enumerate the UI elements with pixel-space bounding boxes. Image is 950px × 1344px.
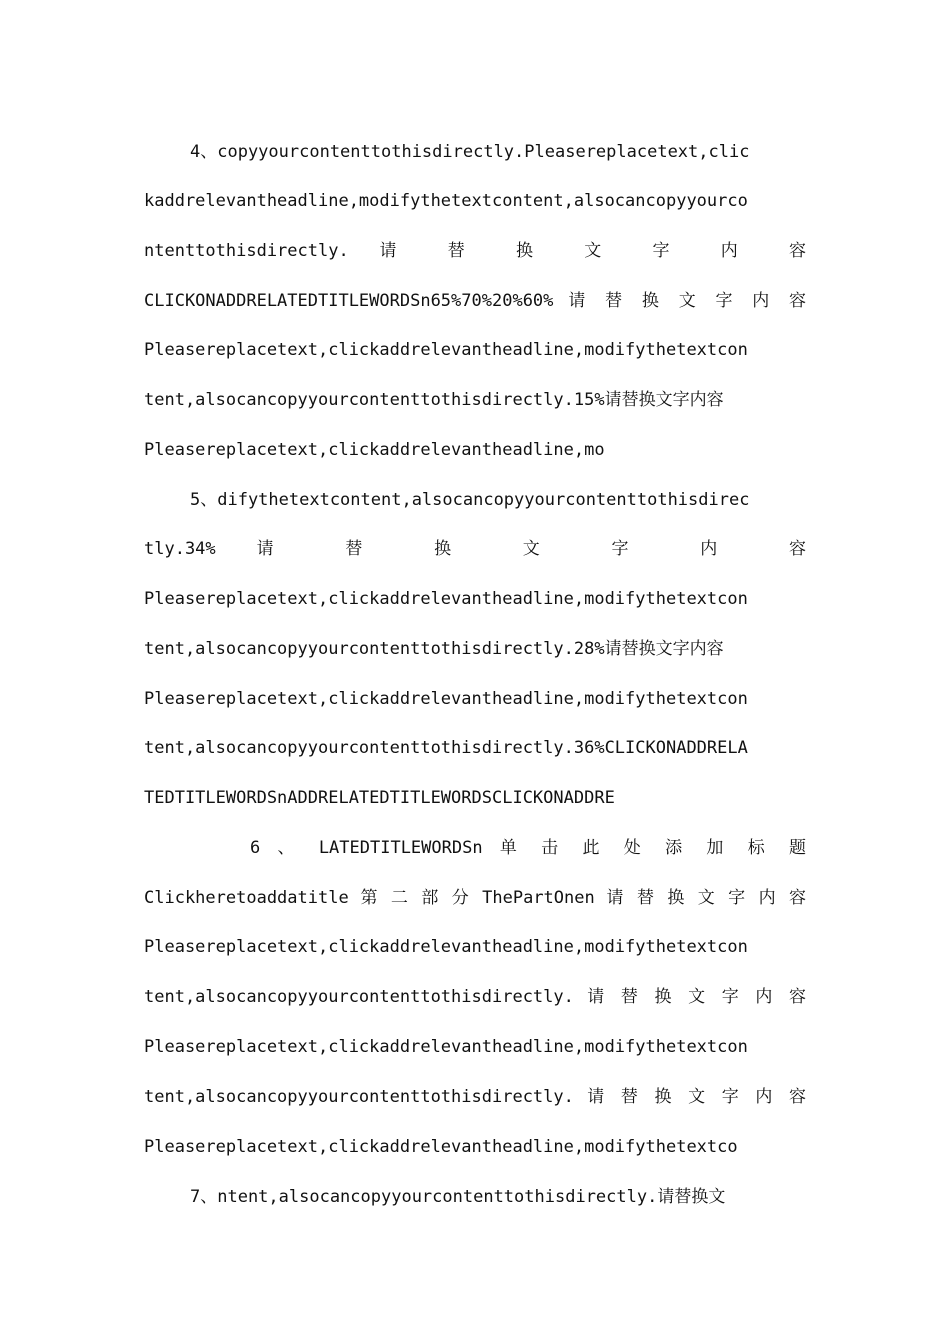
text-line: tent,alsocancopyyourcontenttothisdirectly.28%请替换文字内容 bbox=[144, 639, 724, 659]
text-line: TEDTITLEWORDSnADDRELATEDTITLEWORDSCLICKONADDRE bbox=[144, 788, 615, 808]
text-line: tent,alsocancopyyourcontenttothisdirectly.36%CLICKONADDRELA bbox=[144, 738, 748, 758]
text-line: Pleasereplacetext,clickaddrelevantheadline,modifythetextco bbox=[144, 1137, 738, 1157]
paragraph-5-line: 5、difythetextcontent,alsocancopyyourcontenttothisdirec bbox=[190, 490, 750, 510]
text-line: Clickheretoaddatitle 第 二 部 分 ThePartOnen 请 替 换 文 字 内 容 bbox=[144, 888, 806, 908]
text-line: Pleasereplacetext,clickaddrelevantheadline,mo bbox=[144, 440, 605, 460]
text-line: CLICKONADDRELATEDTITLEWORDSn65%70%20%60% 请 替 换 文 字 内 容 bbox=[144, 291, 806, 311]
paragraph-4-line: 4、copyyourcontenttothisdirectly.Pleasereplacetext,clic bbox=[190, 142, 750, 162]
text-line: Pleasereplacetext,clickaddrelevantheadline,modifythetextcon bbox=[144, 937, 748, 957]
text-line: tent,alsocancopyyourcontenttothisdirectly. 请 替 换 文 字 内 容 bbox=[144, 987, 806, 1007]
text-line: ntenttothisdirectly. 请 替 换 文 字 内 容 bbox=[144, 241, 806, 261]
text-line: kaddrelevantheadline,modifythetextcontent,alsocancopyyourco bbox=[144, 191, 748, 211]
paragraph-7-line: 7、ntent,alsocancopyyourcontenttothisdirectly.请替换文 bbox=[190, 1187, 726, 1207]
text-line: Pleasereplacetext,clickaddrelevantheadline,modifythetextcon bbox=[144, 689, 748, 709]
text-line: Pleasereplacetext,clickaddrelevantheadline,modifythetextcon bbox=[144, 340, 748, 360]
text-line: tly.34% 请 替 换 文 字 内 容 bbox=[144, 539, 806, 559]
text-line: Pleasereplacetext,clickaddrelevantheadline,modifythetextcon bbox=[144, 1037, 748, 1057]
text-line: tent,alsocancopyyourcontenttothisdirectly. 请 替 换 文 字 内 容 bbox=[144, 1087, 806, 1107]
text-line: tent,alsocancopyyourcontenttothisdirectly.15%请替换文字内容 bbox=[144, 390, 724, 410]
text-line: Pleasereplacetext,clickaddrelevantheadline,modifythetextcon bbox=[144, 589, 748, 609]
paragraph-6-line: 6 、 LATEDTITLEWORDSn 单 击 此 处 添 加 标 题 bbox=[250, 838, 806, 858]
